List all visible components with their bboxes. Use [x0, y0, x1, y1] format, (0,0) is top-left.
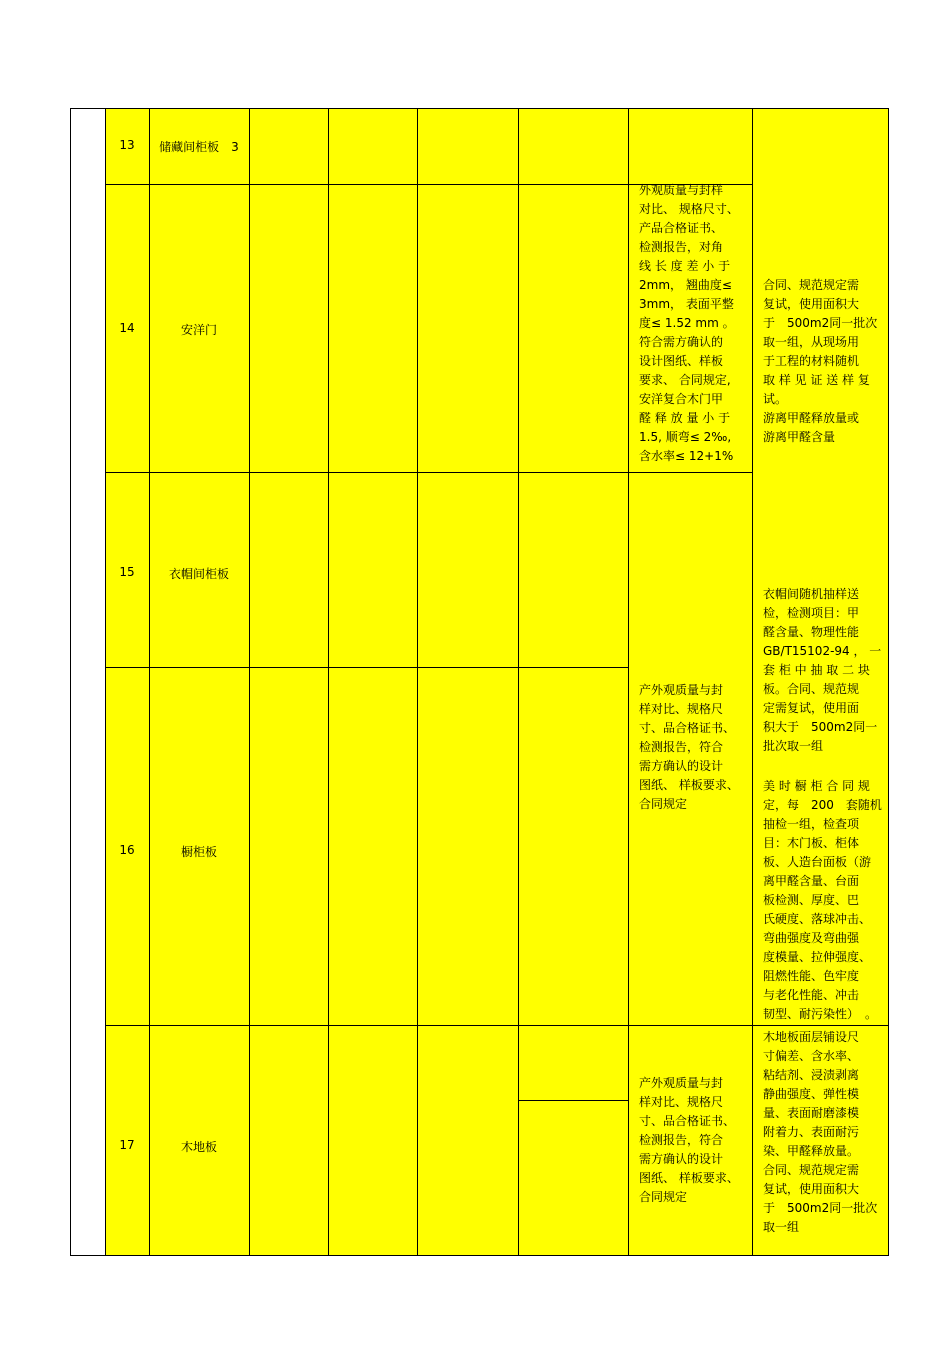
column-divider [149, 108, 150, 1256]
row-number: 14 [119, 321, 135, 335]
item-name: 木地板 [180, 1140, 217, 1154]
table-border-left [70, 108, 71, 1256]
item-name: 安洋门 [180, 323, 217, 337]
item-name: 橱柜板 [180, 845, 217, 859]
item-name: 衣帽间柜板 [168, 567, 229, 581]
row-number: 13 [119, 138, 135, 152]
check-requirements-cabinet: 产外观质量与封 样对比、规格尺 寸、品合格证书、 检测报告，符合 需方确认的设计 图纸、 样板要求、 合同规定 [639, 683, 739, 811]
row-divider [105, 1025, 889, 1026]
row-divider [105, 472, 752, 473]
row-split [518, 1100, 628, 1101]
check-requirements-floor: 产外观质量与封 样对比、规格尺 寸、品合格证书、 检测报告，符合 需方确认的设计 图纸、 样板要求、 合同规定 [639, 1076, 739, 1204]
row-divider [105, 667, 628, 668]
remarks-anyang: 合同、规范规定需 复试，使用面积大 于 500m2同一批次 取一组，从现场用 于工程的材料随机 取 样 见 证 送 样 复 试。 游离甲醛释放量或 游离甲醛含量 [763, 278, 878, 444]
remarks-meishi: 美 时 橱 柜 合 同 规 定，每 200 套随机 抽检一组，检查项 目：木门板、柜体 板、人造台面板（游 离甲醛含量、台面 板检测、厚度、巴 氏硬度、落球冲击、 弯曲强度及弯曲强 度模量、拉伸强度、 阻燃性能、色牢度 与老化性能、冲击 韧型、耐污染性） 。 [763, 779, 882, 1021]
column-divider [518, 108, 519, 1256]
table-border-bottom [70, 1255, 889, 1256]
column-divider [752, 108, 753, 1256]
remarks-floor: 木地板面层铺设尺 寸偏差、含水率、 粘结剂、浸渍剥离 静曲强度、弹性模 量、表面耐磨漆模 附着力、表面耐污 染、甲醛释放量。 合同、规范规定需 复试，使用面积大 于 500m2同一批次 取一组 [763, 1030, 878, 1234]
column-divider [328, 108, 329, 1256]
remarks-wardrobe: 衣帽间随机抽样送 检，检测项目：甲 醛含量、物理性能 GB/T15102-94 ， 一 套 柜 中 抽 取 二 块 板。合同、规范规 定需复试，使用面 积大于 500m2同一 批次取一组 [763, 587, 882, 753]
table-border-top [70, 108, 889, 109]
inspection-table [70, 108, 889, 1256]
column-divider [417, 108, 418, 1256]
column-divider [105, 108, 106, 1256]
check-requirements-anyang: 外观质量与封样 对比、 规格尺寸、 产品合格证书、 检测报告，对角 线 长 度 差 小 于 2mm， 翘曲度≤ 3mm， 表面平整 度≤ 1.52 mm 。 符合需方确认的 设计图纸、样板 要求、 合同规定, 安洋复合木门甲 醛 释 放 量 小 于 1.5, 顺弯≤ 2‰, 含水率≤ 12+1% [639, 183, 739, 463]
row-number: 15 [119, 565, 135, 579]
table-border-right [888, 108, 889, 1256]
column-divider [628, 108, 629, 1256]
row-number: 16 [119, 843, 135, 857]
item-name: 储藏间柜板 3 [159, 140, 239, 154]
column-divider [249, 108, 250, 1256]
row-number: 17 [119, 1138, 135, 1152]
